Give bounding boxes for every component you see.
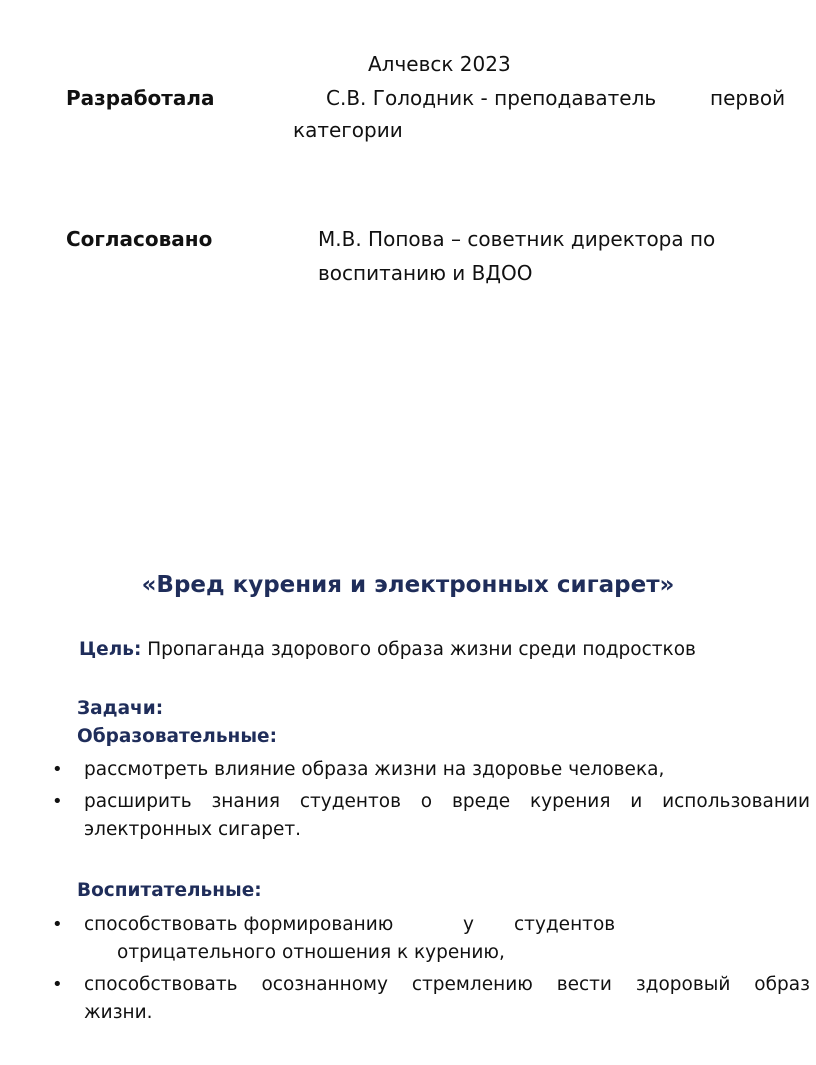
upbringing-heading: Воспитательные:: [77, 880, 262, 901]
goal-line: [79, 636, 696, 664]
bullet-marker: •: [52, 974, 63, 995]
word: знания: [211, 791, 280, 812]
word: о: [420, 791, 433, 812]
educational-item-1: рассмотреть влияние образа жизни на здоровье человека,: [84, 759, 665, 780]
bullet-marker: •: [52, 914, 63, 935]
word: вреде: [451, 791, 511, 812]
developer-name: С.В. Голодник - преподаватель: [326, 86, 657, 110]
city-year: Алчевск 2023: [368, 52, 511, 76]
upbringing-item-2-line-2: жизни.: [84, 1002, 153, 1023]
upbringing-item-1-line-2: отрицательного отношения к курению,: [117, 942, 505, 963]
developer-rank-first: первой: [710, 86, 786, 110]
approved-line-2: воспитанию и ВДОО: [318, 261, 533, 285]
word: использовании: [662, 791, 810, 812]
bullet-marker: •: [52, 759, 63, 780]
word: образ: [754, 974, 810, 995]
upbringing-item-2-line-1: [84, 971, 810, 999]
word: стремлению: [411, 974, 533, 995]
word: вести: [556, 974, 612, 995]
upbringing-item-1-part-3: студентов: [514, 914, 616, 935]
developer-label: Разработала: [66, 86, 215, 110]
approved-line-1: М.В. Попова – советник директора по: [318, 227, 716, 251]
word: расширить: [84, 791, 192, 812]
goal-text: Пропаганда здорового образа жизни среди подростков: [147, 639, 696, 660]
word: студентов: [299, 791, 401, 812]
word: способствовать: [84, 974, 238, 995]
goal-label: Цель:: [79, 639, 142, 660]
word: здоровый: [635, 974, 731, 995]
page-title: «Вред курения и электронных сигарет»: [141, 572, 675, 598]
educational-item-2-line-1: [84, 788, 810, 816]
upbringing-item-1-part-2: у: [463, 914, 474, 935]
bullet-marker: •: [52, 791, 63, 812]
educational-heading: Образовательные:: [77, 726, 277, 747]
word: осознанному: [261, 974, 388, 995]
word: и: [630, 791, 643, 812]
upbringing-item-1-part-1: способствовать формированию: [84, 914, 394, 935]
developer-rank-category: категории: [293, 118, 403, 142]
tasks-heading: Задачи:: [77, 698, 164, 719]
educational-item-2-line-2: электронных сигарет.: [84, 819, 302, 840]
approved-label: Согласовано: [66, 227, 213, 251]
word: курения: [529, 791, 611, 812]
